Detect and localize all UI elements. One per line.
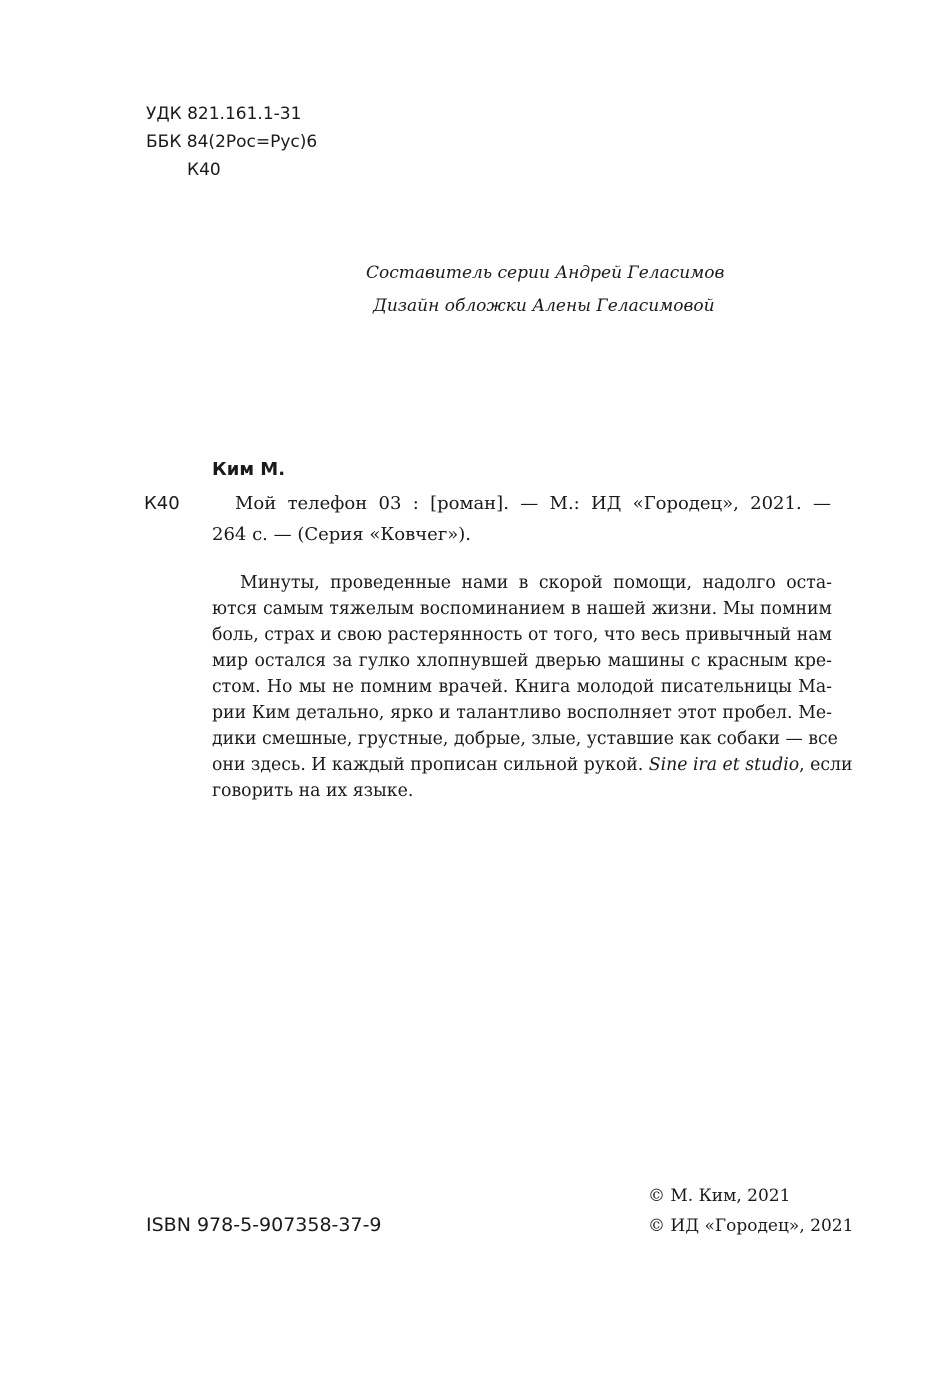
isbn: ISBN 978-5-907358-37-9 xyxy=(146,1214,382,1236)
bbk-code: ББК 84(2Рос=Рус)6 xyxy=(146,132,318,152)
annotation-line-8-start: они здесь. И каждый прописан сильной рукой. xyxy=(212,755,649,775)
annotation-line: Минуты, проведенные нами в скорой помощи, надолго оста- xyxy=(240,573,832,593)
annotation-line-8 xyxy=(212,752,853,778)
copyright-author: © М. Ким, 2021 xyxy=(648,1186,791,1206)
annotation-line: мир остался за гулко хлопнувшей дверью машины с красным кре- xyxy=(212,651,832,671)
bibliographic-line-2: 264 с. — (Серия «Ковчег»). xyxy=(212,524,472,545)
cover-design-credit: Дизайн обложки Алены Геласимовой xyxy=(373,296,715,316)
annotation-line: рии Ким детально, ярко и талантливо восполняет этот пробел. Ме- xyxy=(212,703,832,723)
annotation-line-last: говорить на их языке. xyxy=(212,781,414,801)
author-sign: К40 xyxy=(187,160,221,180)
udk-code: УДК 821.161.1-31 xyxy=(146,104,302,124)
bibliographic-code: К40 xyxy=(144,493,180,514)
annotation-line: дики смешные, грустные, добрые, злые, уставшие как собаки — все xyxy=(212,729,838,749)
annotation-line: боль, страх и свою растерянность от того, что весь привычный нам xyxy=(212,625,832,645)
bibliographic-line-1: Мой телефон 03 : [роман]. — М.: ИД «Городец», 2021. — xyxy=(235,493,831,514)
annotation-line: стом. Но мы не помним врачей. Книга молодой писательницы Ма- xyxy=(212,677,832,697)
annotation-line: ются самым тяжелым воспоминанием в нашей жизни. Мы помним xyxy=(212,599,832,619)
series-editor-credit: Составитель серии Андрей Геласимов xyxy=(366,263,725,283)
annotation-line-8-end: , если xyxy=(799,755,853,775)
annotation-paragraph xyxy=(212,570,853,804)
bibliographic-author: Ким М. xyxy=(212,459,286,480)
latin-phrase: Sine ira et studio xyxy=(648,755,800,775)
copyright-publisher: © ИД «Городец», 2021 xyxy=(648,1216,854,1236)
